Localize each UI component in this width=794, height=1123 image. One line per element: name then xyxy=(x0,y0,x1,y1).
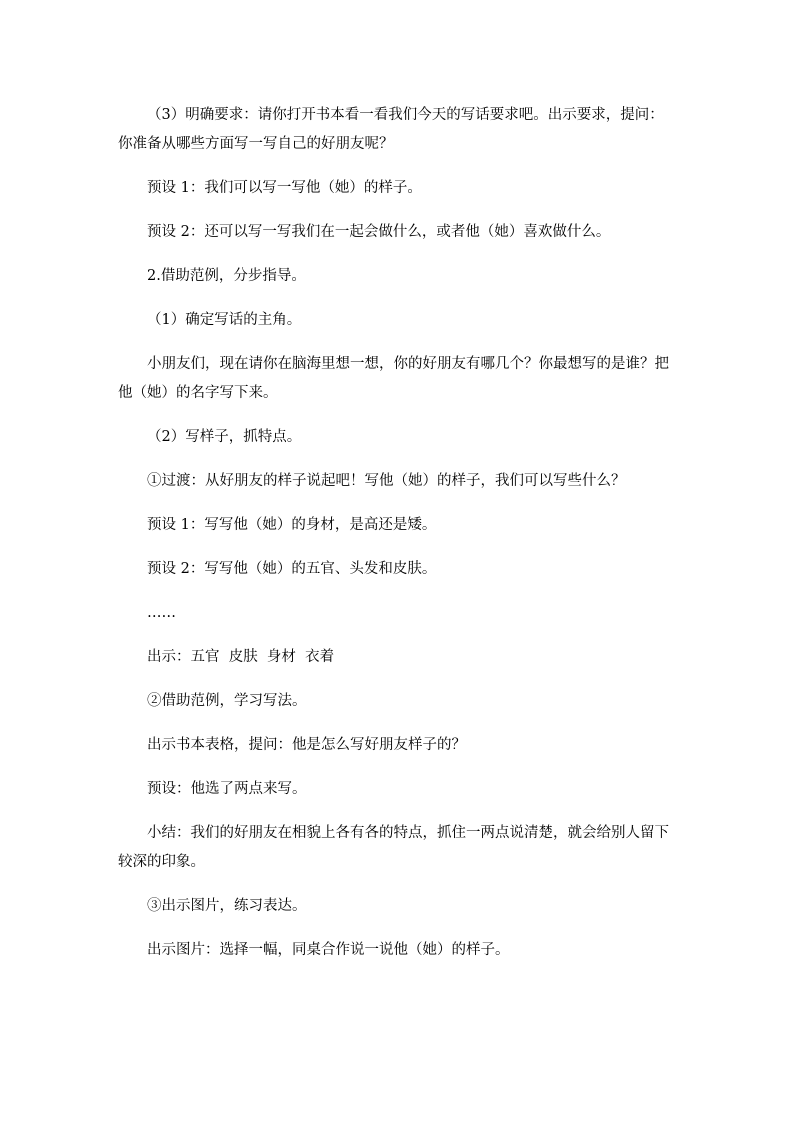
paragraph-show-features: 出示：五官 皮肤 身材 衣着 xyxy=(147,649,335,665)
paragraph-think-friend: 小朋友们，现在请你在脑海里想一想，你的好朋友有哪几个？你最想写的是谁？把他（她）的名字写下来。 xyxy=(118,356,669,401)
paragraph-transition: ①过渡：从好朋友的样子说起吧！写他（她）的样子，我们可以写些什么？ xyxy=(147,473,626,489)
paragraph-preset-1: 预设 1：我们可以写一写他（她）的样子。 xyxy=(147,180,422,196)
paragraph-preset-2: 预设 2：还可以写一写我们在一起会做什么，或者他（她）喜欢做什么。 xyxy=(147,224,611,240)
paragraph-show-table: 出示书本表格，提问：他是怎么写好朋友样子的？ xyxy=(147,737,466,753)
subheading-appearance: （2）写样子，抓特点。 xyxy=(147,429,302,445)
paragraph-pair-practice: 出示图片：选择一幅，同桌合作说一说他（她）的样子。 xyxy=(147,942,510,958)
document-body xyxy=(118,101,678,980)
paragraph-ellipsis: …… xyxy=(147,605,176,621)
subheading-protagonist: （1）确定写话的主角。 xyxy=(147,312,302,328)
paragraph-preset-face: 预设 2：写写他（她）的五官、头发和皮肤。 xyxy=(147,561,437,577)
paragraph-summary: 小结：我们的好朋友在相貌上各有各的特点，抓住一两点说清楚，就会给别人留下较深的印象。 xyxy=(118,825,669,870)
section-heading-guidance: 2.借助范例，分步指导。 xyxy=(147,268,306,284)
paragraph-requirement: （3）明确要求：请你打开书本看一看我们今天的写话要求吧。出示要求，提问：你准备从哪些方面写一写自己的好朋友呢？ xyxy=(118,107,664,152)
paragraph-learn-method: ②借助范例，学习写法。 xyxy=(147,693,307,709)
paragraph-show-pictures: ③出示图片，练习表达。 xyxy=(147,898,307,914)
paragraph-preset-two-points: 预设：他选了两点来写。 xyxy=(147,781,307,797)
paragraph-preset-body: 预设 1：写写他（她）的身材，是高还是矮。 xyxy=(147,517,437,533)
